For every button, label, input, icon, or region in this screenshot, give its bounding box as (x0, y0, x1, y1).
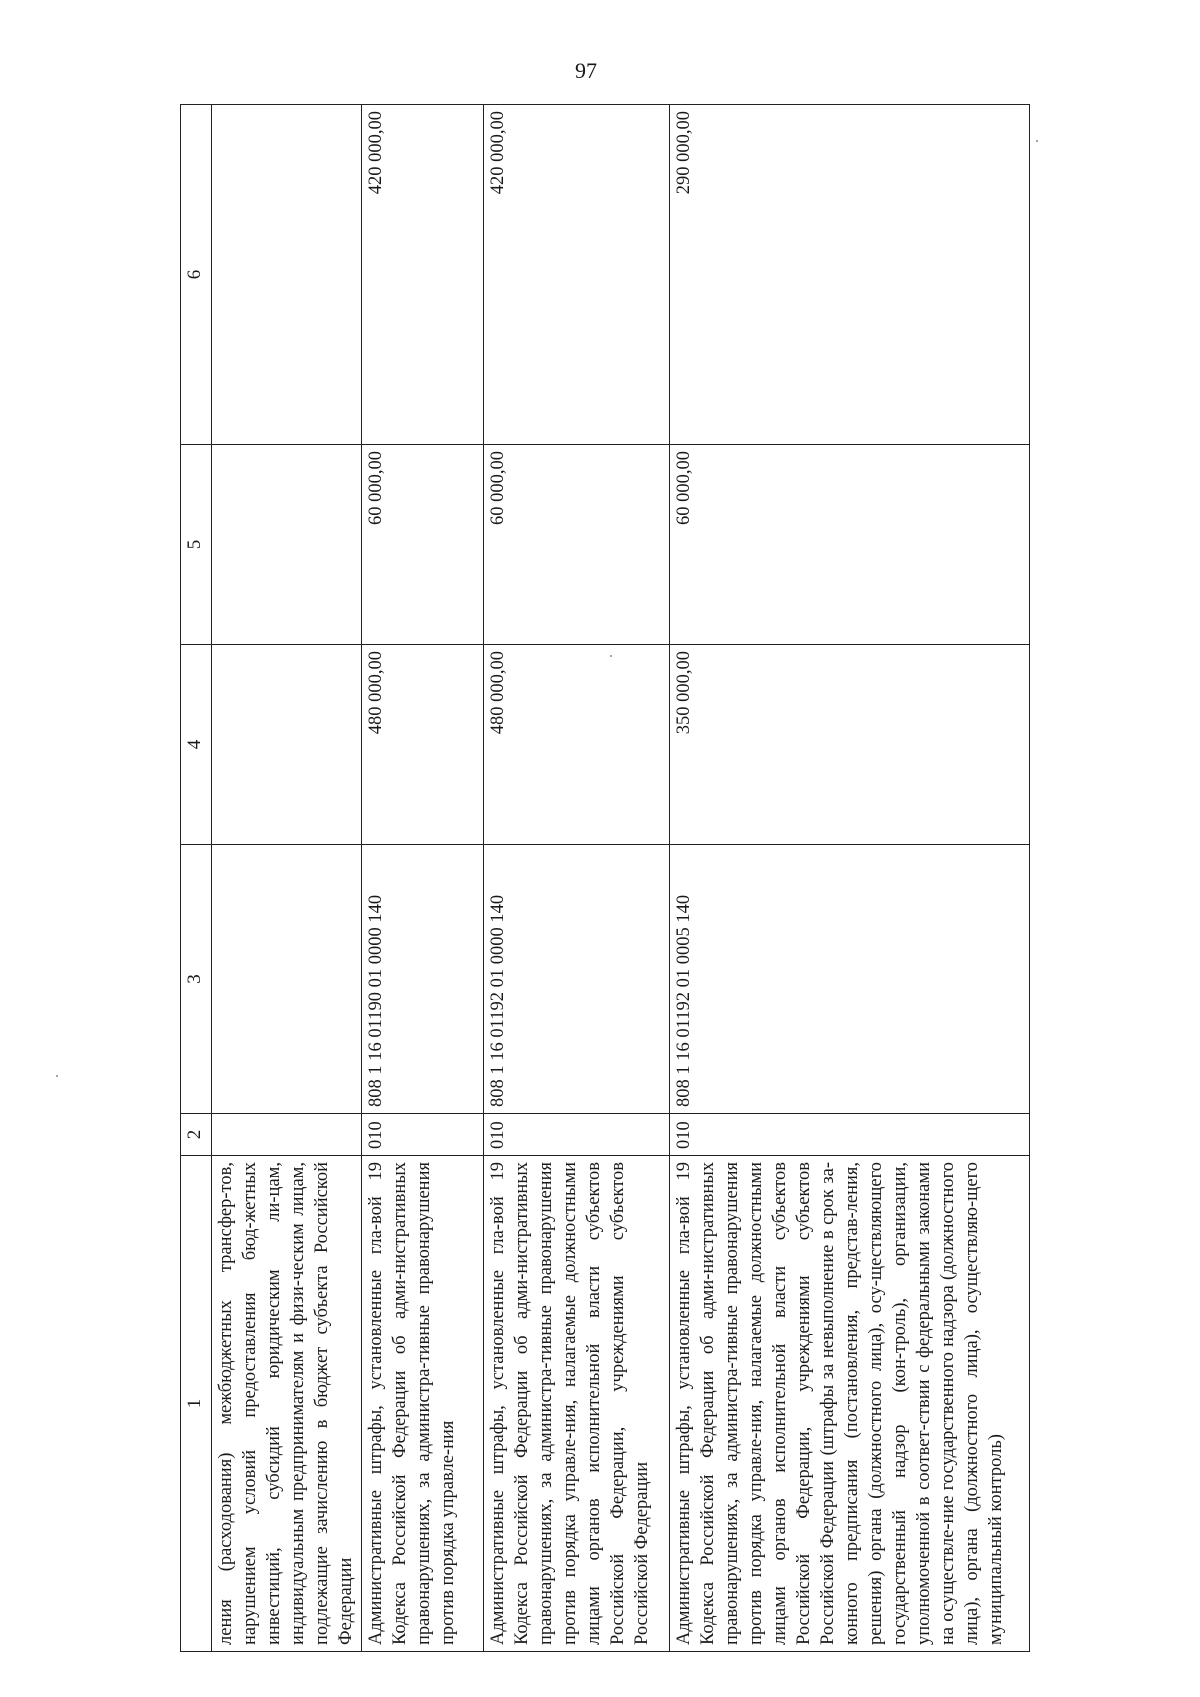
row-value-col5: 60 000,00 (670, 445, 1030, 645)
row-value-col6: 420 000,00 (362, 105, 484, 445)
page-number: 97 (575, 58, 597, 83)
row-description: Административные штрафы, установленные гла-вой 19 Кодекса Российской Федерации об адми-нистративных правонарушениях, за администра-тивные правонарушения против порядка управле-ния (362, 1156, 484, 1652)
row-value-col4 (212, 645, 362, 845)
rotated-table-container (180, 105, 1030, 1652)
column-header: 1 (181, 1156, 212, 1652)
table-header-row (181, 105, 212, 1652)
rotated-table (180, 105, 1030, 1652)
row-code-line: 010 (484, 1114, 670, 1156)
column-header: 6 (181, 105, 212, 445)
row-description: Административные штрафы, установленные гла-вой 19 Кодекса Российской Федерации об адми-нистративных правонарушениях, за администра-тивные правонарушения против порядка управле-ния, налагаемые должностными лицами органов исполнительной власти субъектов Российской Федерации, учреждениями субъектов Российской Федерации (484, 1156, 670, 1652)
row-value-col5: 60 000,00 (484, 445, 670, 645)
row-budget-code: 808 1 16 01192 01 0000 140 (484, 845, 670, 1114)
scan-speck (56, 1075, 58, 1077)
row-budget-code: 808 1 16 01190 01 0000 140 (362, 845, 484, 1114)
row-description: ления (расходования) межбюджетных трансфер-тов, нарушением условий предоставления бюд-жетных инвестиций, субсидий юридическим ли-цам, индивидуальным предпринимателям и физи-ческим лицам, подлежащие зачислению в бюджет субъекта Российской Федерации (212, 1156, 362, 1652)
column-header: 5 (181, 445, 212, 645)
row-budget-code (212, 845, 362, 1114)
scan-speck (1036, 140, 1038, 142)
row-value-col6: 290 000,00 (670, 105, 1030, 445)
row-value-col4: 480 000,00 (362, 645, 484, 845)
table-row (212, 105, 362, 1652)
revenue-table (180, 104, 1030, 1652)
row-code-line: 010 (670, 1114, 1030, 1156)
row-value-col6: 420 000,00 (484, 105, 670, 445)
row-value-col4: 480 000,00 (484, 645, 670, 845)
table-row (670, 105, 1030, 1652)
row-value-col5: 60 000,00 (362, 445, 484, 645)
row-code-line (212, 1114, 362, 1156)
table-row (484, 105, 670, 1652)
row-value-col5 (212, 445, 362, 645)
row-budget-code: 808 1 16 01192 01 0005 140 (670, 845, 1030, 1114)
column-header: 3 (181, 845, 212, 1114)
column-header: 4 (181, 645, 212, 845)
table-row (362, 105, 484, 1652)
row-value-col4: 350 000,00 (670, 645, 1030, 845)
row-description: Административные штрафы, установленные гла-вой 19 Кодекса Российской Федерации об адми-нистративных правонарушениях, за администра-тивные правонарушения против порядка управле-ния, налагаемые должностными лицами органов исполнительной власти субъектов Российской Федерации, учреждениями субъектов Российской Федерации (штрафы за невыполнение в срок за-конного предписания (постановления, представ-ления, решения) органа (должностного лица), осу-ществляющего государственный надзор (кон-троль), организации, уполномоченной в соответ-ствии с федеральными законами на осуществле-ние государственного надзора (должностного лица), органа (должностного лица), осуществляю-щего муниципальный контроль) (670, 1156, 1030, 1652)
row-code-line: 010 (362, 1114, 484, 1156)
row-value-col6 (212, 105, 362, 445)
column-header: 2 (181, 1114, 212, 1156)
